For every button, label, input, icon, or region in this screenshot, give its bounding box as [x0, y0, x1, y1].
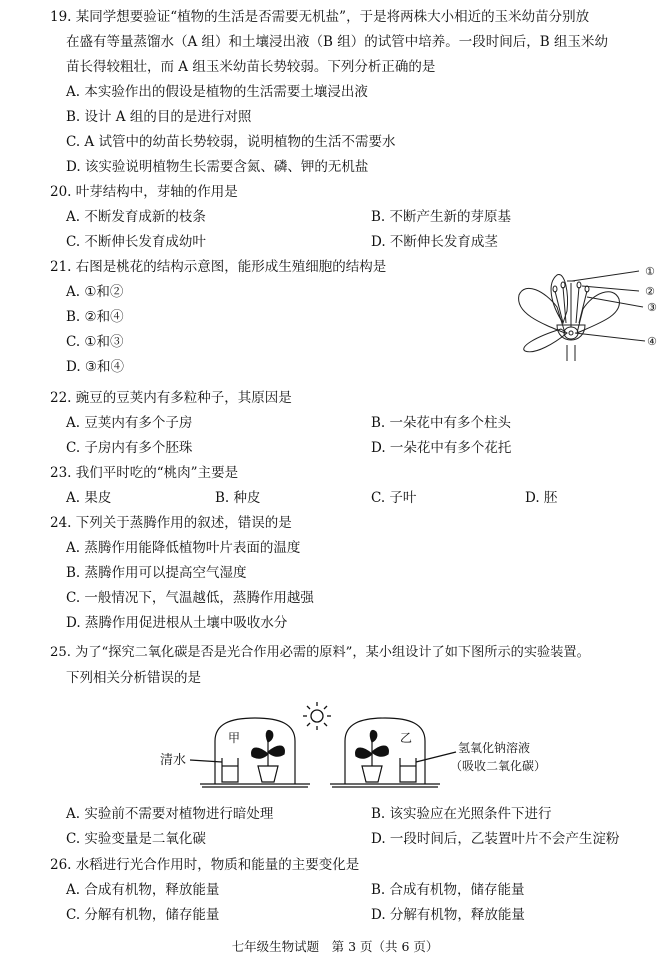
q24-option-a: A. 蒸腾作用能降低植物叶片表面的温度	[66, 540, 301, 556]
q19-option-c: C. A 试管中的幼苗长势较弱，说明植物的生活不需要水	[66, 134, 396, 150]
q24-option-c: C. 一般情况下，气温越低，蒸腾作用越强	[66, 590, 314, 606]
q22-option-b: B. 一朵花中有多个柱头	[371, 415, 512, 431]
q23-option-b: B. 种皮	[215, 490, 261, 506]
q25-stem-line2: 下列相关分析错误的是	[66, 670, 201, 686]
q21-stem: 21. 右图是桃花的结构示意图，能形成生殖细胞的结构是	[50, 259, 387, 275]
q23-stem: 23. 我们平时吃的“桃肉”主要是	[50, 465, 239, 481]
q23-option-d: D. 胚	[525, 490, 558, 506]
q21-option-c: C. ①和③	[66, 334, 124, 350]
flower-label-1: ①	[645, 265, 655, 278]
q21-option-b: B. ②和④	[66, 309, 124, 325]
q25-option-c: C. 实验变量是二氧化碳	[66, 831, 206, 847]
q24-stem: 24. 下列关于蒸腾作用的叙述，错误的是	[50, 515, 292, 531]
q26-option-b: B. 合成有机物，储存能量	[371, 882, 525, 898]
q21-option-a: A. ①和②	[66, 284, 124, 300]
q20-stem: 20. 叶芽结构中，芽轴的作用是	[50, 184, 238, 200]
q25-option-a: A. 实验前不需要对植物进行暗处理	[66, 806, 274, 822]
q19-option-b: B. 设计 A 组的目的是进行对照	[66, 109, 252, 125]
q19-stem-line1: 19. 某同学想要验证“植物的生活是否需要无机盐”，于是将两株大小相近的玉米幼苗分别放	[50, 9, 590, 25]
flower-label-2: ②	[645, 285, 655, 298]
q26-option-c: C. 分解有机物，储存能量	[66, 907, 220, 923]
flower-label-3: ③	[647, 301, 657, 314]
photosynthesis-apparatus-diagram	[160, 696, 560, 796]
jar-b-label: 乙	[400, 731, 413, 745]
q26-option-d: D. 分解有机物，释放能量	[371, 907, 525, 923]
q23-option-a: A. 果皮	[66, 490, 112, 506]
q19-option-d: D. 该实验说明植物生长需要含氮、磷、钾的无机盐	[66, 159, 369, 175]
q20-option-b: B. 不断产生新的芽原基	[371, 209, 512, 225]
q24-option-b: B. 蒸腾作用可以提高空气湿度	[66, 565, 247, 581]
peach-flower-diagram	[505, 263, 657, 363]
flower-label-4: ④	[647, 335, 657, 348]
q25-option-d: D. 一段时间后，乙装置叶片不会产生淀粉	[371, 831, 620, 847]
q25-option-b: B. 该实验应在光照条件下进行	[371, 806, 552, 822]
jar-a-label: 甲	[228, 731, 241, 745]
q22-stem: 22. 豌豆的豆荚内有多粒种子，其原因是	[50, 390, 292, 406]
q19-stem-line3: 苗长得较粗壮，而 A 组玉米幼苗长势较弱。下列分析正确的是	[66, 59, 436, 75]
sun-icon	[303, 702, 331, 730]
q20-option-d: D. 不断伸长发育成茎	[371, 234, 498, 250]
q23-option-c: C. 子叶	[371, 490, 417, 506]
q19-option-a: A. 本实验作出的假设是植物的生活需要土壤浸出液	[66, 84, 368, 100]
q21-option-d: D. ③和④	[66, 359, 125, 375]
page-footer: 七年级生物试题 第 3 页（共 6 页）	[231, 939, 439, 954]
q22-option-c: C. 子房内有多个胚珠	[66, 440, 193, 456]
q22-option-a: A. 豆荚内有多个子房	[66, 415, 193, 431]
q20-option-a: A. 不断发育成新的枝条	[66, 209, 206, 225]
q20-option-c: C. 不断伸长发育成幼叶	[66, 234, 206, 250]
q22-option-d: D. 一朵花中有多个花托	[371, 440, 512, 456]
q25-stem-line1: 25. 为了“探究二氧化碳是否是光合作用必需的原料”，某小组设计了如下图所示的实验装置。	[50, 645, 590, 660]
q19-stem-line2: 在盛有等量蒸馏水（A 组）和土壤浸出液（B 组）的试管中培养。一段时间后，B 组玉米幼	[66, 34, 608, 50]
naoh-label: 氢氧化钠溶液	[458, 741, 531, 755]
q26-option-a: A. 合成有机物，释放能量	[66, 882, 220, 898]
clear-water-label: 清水	[160, 753, 187, 768]
q26-stem: 26. 水稻进行光合作用时，物质和能量的主要变化是	[50, 857, 360, 873]
q24-option-d: D. 蒸腾作用促进根从土壤中吸收水分	[66, 615, 288, 631]
naoh-note: （吸收二氧化碳）	[450, 759, 547, 773]
